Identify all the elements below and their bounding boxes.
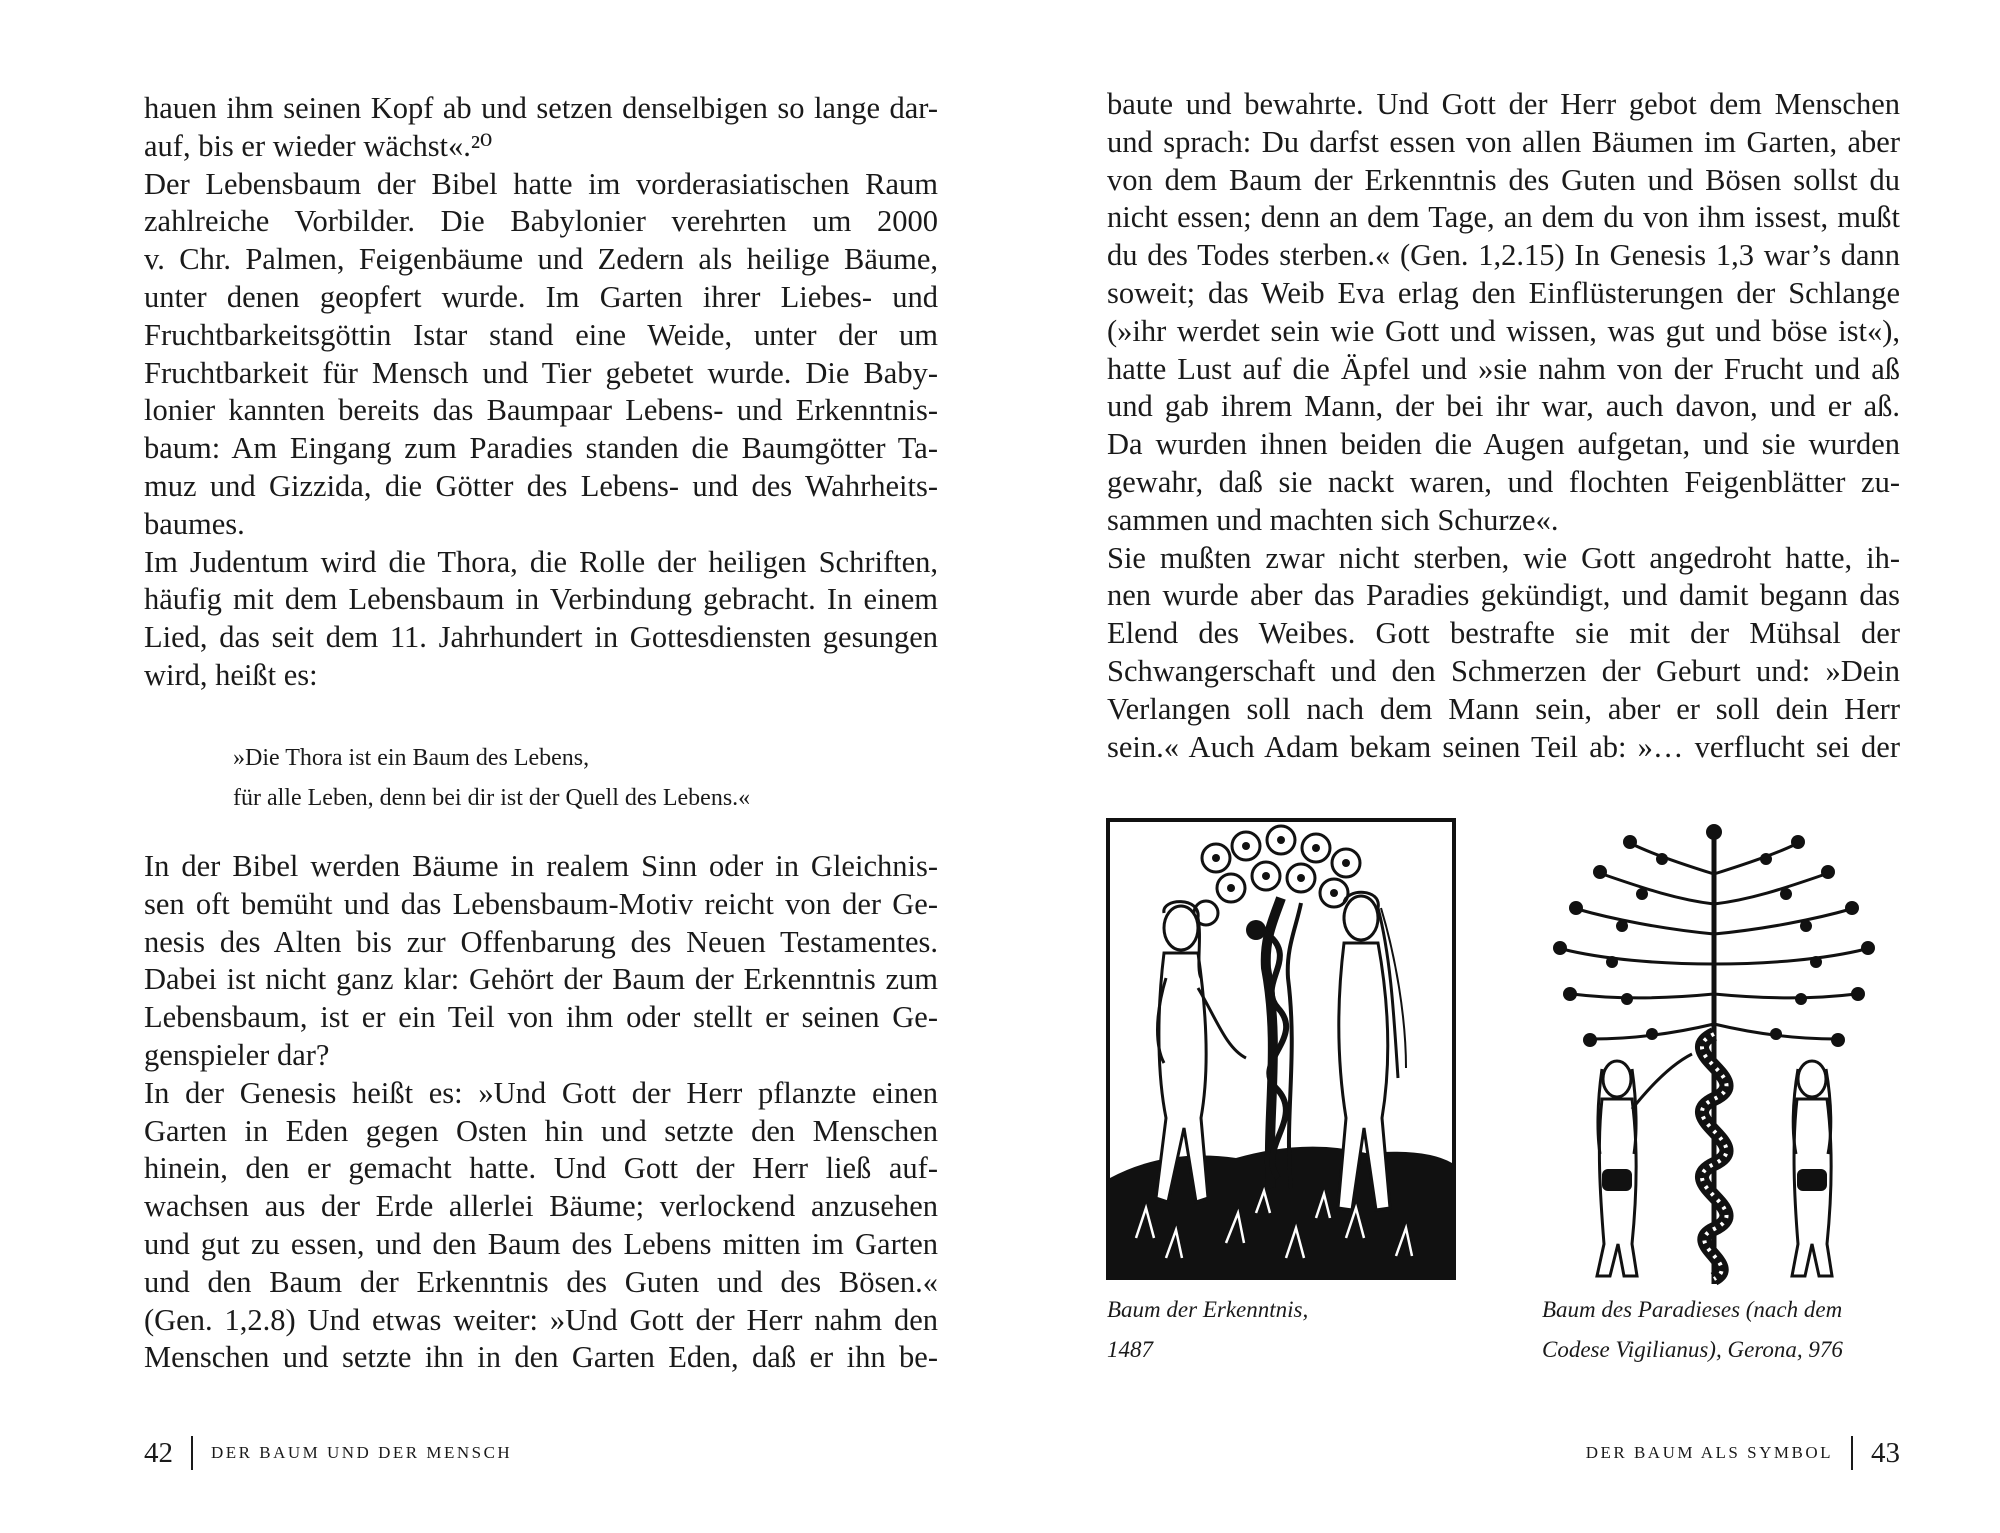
body-text [1107, 86, 1900, 766]
body-text-bottom [144, 848, 938, 1377]
text-line: nesis des Alten bis zur Offenbarung des Neuen Testamentes. [144, 924, 938, 959]
text-line: Verlangen soll nach dem Mann sein, aber er soll dein Herr [1107, 691, 1900, 726]
text-line: Fruchtbarkeitsgöttin Istar stand eine Weide, unter der um [144, 317, 938, 352]
text-line: und gut zu essen, und den Baum des Lebens mitten im Garten [144, 1226, 938, 1261]
text-line: soweit; das Weib Eva erlag den Einflüsterungen der Schlange [1107, 275, 1900, 310]
text-line: In der Bibel werden Bäume in realem Sinn oder in Gleichnis- [144, 849, 938, 883]
footer-right [1586, 1430, 1900, 1476]
running-head: DER BAUM ALS SYMBOL [1585, 1443, 1833, 1462]
page-number: 42 [144, 1436, 173, 1469]
text-line: Der Lebensbaum der Bibel hatte im vorderasiatischen Raum [144, 166, 938, 201]
footer-divider [191, 1436, 193, 1470]
text-line: Da wurden ihnen beiden die Augen aufgetan, und sie wurden [1107, 427, 1900, 462]
text-line: zahlreiche Vorbilder. Die Babylonier verehrten um 2000 [144, 204, 938, 239]
text-line: Im Judentum wird die Thora, die Rolle der heiligen Schriften, [144, 544, 938, 579]
text-line: v. Chr. Palmen, Feigenbäume und Zedern als heilige Bäume, [144, 242, 938, 277]
tree-of-paradise-illustration [1542, 814, 1886, 1286]
footer-left [144, 1430, 512, 1476]
caption-line: Baum des Paradieses (nach dem [1542, 1297, 1843, 1322]
text-line: (Gen. 1,2.8) Und etwas weiter: »Und Gott der Herr nahm den [144, 1302, 938, 1337]
running-head: DER BAUM UND DER MENSCH [211, 1443, 513, 1462]
text-line: lonier kannten bereits das Baumpaar Lebens- und Erkenntnis- [144, 393, 938, 428]
text-line: baum: Am Eingang zum Paradies standen die Baumgötter Ta- [144, 431, 938, 466]
text-line: auf, bis er wieder wächst«.²⁰ [144, 128, 493, 163]
text-line: häufig mit dem Lebensbaum in Verbindung gebracht. In einem [144, 582, 938, 617]
text-line: baumes. [144, 506, 245, 541]
text-line: Dabei ist nicht ganz klar: Gehört der Baum der Erkenntnis zum [144, 962, 938, 997]
caption-line: Baum der Erkenntnis, [1107, 1297, 1309, 1322]
text-line: von dem Baum der Erkenntnis des Guten und Bösen sollst du [1107, 162, 1900, 197]
text-line: Fruchtbarkeit für Mensch und Tier gebetet wurde. Die Baby- [144, 355, 938, 390]
text-line: und den Baum der Erkenntnis des Guten und des Bösen.« [144, 1264, 938, 1299]
text-line: gewahr, daß sie nackt waren, und flochten Feigenblätter zu- [1107, 464, 1900, 499]
text-line: nen wurde aber das Paradies gekündigt, und damit begann das [1107, 578, 1900, 613]
footer-divider [1851, 1436, 1853, 1470]
text-line: Elend des Weibes. Gott bestrafte sie mit der Mühsal der [1107, 616, 1900, 651]
text-line: muz und Gizzida, die Götter des Lebens- und des Wahrheits- [144, 468, 938, 503]
text-line: In der Genesis heißt es: »Und Gott der Herr pflanzte einen [144, 1075, 938, 1110]
text-line: hinein, den er gemacht hatte. Und Gott der Herr ließ auf- [144, 1151, 938, 1186]
text-line: hauen ihm seinen Kopf ab und setzen denselbigen so lange dar- [144, 91, 938, 125]
text-line: wachsen aus der Erde allerlei Bäume; verlockend anzusehen [144, 1189, 938, 1224]
text-line: unter denen geopfert wurde. Im Garten ihrer Liebes- und [144, 279, 938, 314]
text-line: (»ihr werdet sein wie Gott und wissen, was gut und böse ist«), [1107, 313, 1900, 348]
text-line: Schwangerschaft und den Schmerzen der Geburt und: »Dein [1107, 653, 1900, 688]
text-line: du des Todes sterben.« (Gen. 1,2.15) In Genesis 1,3 war’s dann [1107, 238, 1900, 273]
text-line: Sie mußten zwar nicht sterben, wie Gott angedroht hatte, ih- [1107, 540, 1900, 575]
text-line: und gab ihrem Mann, der bei ihr war, auch davon, und er aß. [1107, 389, 1900, 424]
woodcut-tree-of-knowledge [1106, 818, 1456, 1280]
text-line: sen oft bemüht und das Lebensbaum-Motiv reicht von der Ge- [144, 886, 938, 921]
block-quote [233, 738, 873, 818]
figure-caption [1542, 1290, 1962, 1370]
text-line: Lebensbaum, ist er ein Teil von ihm oder stellt er seinen Ge- [144, 1000, 938, 1035]
text-line: nicht essen; denn an dem Tage, an dem du von ihm issest, mußt [1107, 200, 1900, 235]
text-line: genspieler dar? [144, 1037, 330, 1072]
text-line: Lied, das seit dem 11. Jahrhundert in Gottesdiensten gesungen [144, 620, 938, 655]
quote-line: »Die Thora ist ein Baum des Lebens, [233, 745, 590, 771]
text-line: hatte Lust auf die Äpfel und »sie nahm von der Frucht und aß [1107, 351, 1900, 386]
quote-line: für alle Leben, denn bei dir ist der Quell des Lebens.« [233, 785, 751, 811]
figure-caption [1107, 1290, 1407, 1370]
right-page [1000, 0, 2000, 1533]
text-line: baute und bewahrte. Und Gott der Herr gebot dem Menschen [1107, 87, 1900, 121]
text-line: Menschen und setzte ihn in den Garten Eden, daß er ihn be- [144, 1340, 938, 1375]
text-line: sein.« Auch Adam bekam seinen Teil ab: »… verflucht sei der [1107, 729, 1900, 764]
page-number: 43 [1871, 1436, 1900, 1469]
text-line: wird, heißt es: [144, 657, 318, 692]
text-line: und sprach: Du darfst essen von allen Bäumen im Garten, aber [1107, 124, 1900, 159]
body-text-top [144, 90, 938, 695]
caption-line: 1487 [1107, 1337, 1153, 1362]
text-line: Garten in Eden gegen Osten hin und setzte den Menschen [144, 1113, 938, 1148]
text-line: sammen und machten sich Schurze«. [1107, 502, 1559, 537]
caption-line: Codese Vigilianus), Gerona, 976 [1542, 1337, 1843, 1362]
